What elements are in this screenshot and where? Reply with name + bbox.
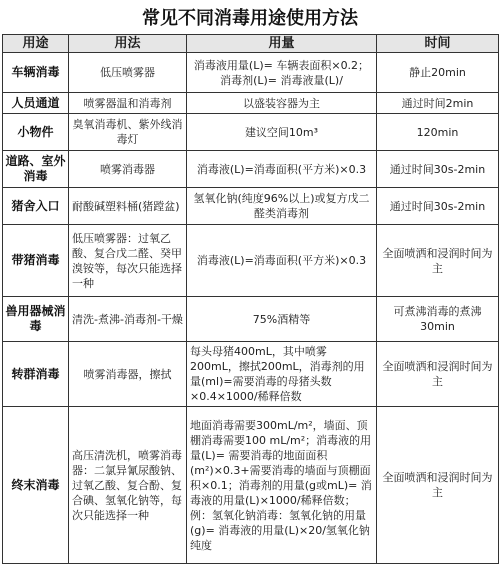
dosage-cell: 建议空间10m³ <box>187 114 377 151</box>
method-cell: 喷雾消毒器 <box>69 151 187 188</box>
dosage-cell: 消毒液(L)=消毒面积(平方米)×0.3 <box>187 225 377 297</box>
table-row <box>3 53 499 93</box>
table-header-row <box>3 35 499 53</box>
use-cell: 车辆消毒 <box>3 53 69 93</box>
time-cell: 静止20min <box>377 53 499 93</box>
header-use: 用途 <box>3 35 69 53</box>
table-row <box>3 151 499 188</box>
use-cell: 道路、室外消毒 <box>3 151 69 188</box>
table-row <box>3 114 499 151</box>
table-row <box>3 93 499 114</box>
dosage-cell: 地面消毒需要300mL/m²，墙面、顶棚消毒需要100 mL/m²；消毒液的用量(L)= 需要消毒的地面面积(m²)×0.3+需要消毒的墙面与顶棚面积×0.1；消毒剂的用量(g或mL)= 消毒液的用量(L)×1000/稀释倍数；例：氢氧化钠消毒：氢氧化钠的用量(g)= 消毒液的用量(L)×20/氢氧化钠纯度 <box>187 407 377 564</box>
table-row <box>3 297 499 342</box>
table-row <box>3 407 499 564</box>
use-cell: 转群消毒 <box>3 342 69 407</box>
use-cell: 小物件 <box>3 114 69 151</box>
method-cell: 喷雾消毒器，擦拭 <box>69 342 187 407</box>
table-row <box>3 342 499 407</box>
document-title: 常见不同消毒用途使用方法 <box>142 8 358 29</box>
header-method: 用法 <box>69 35 187 53</box>
use-cell: 人员通道 <box>3 93 69 114</box>
time-cell: 120min <box>377 114 499 151</box>
dosage-cell: 以盛装容器为主 <box>187 93 377 114</box>
dosage-cell: 氢氧化钠(纯度96%以上)或复方戊二醛类消毒剂 <box>187 188 377 225</box>
method-cell: 低压喷雾器：过氧乙酸、复合戊二醛、癸甲溴铵等，每次只能选择一种 <box>69 225 187 297</box>
header-dosage: 用量 <box>187 35 377 53</box>
method-cell: 耐酸碱塑料桶(猪蹚盆) <box>69 188 187 225</box>
time-cell: 通过时间30s-2min <box>377 151 499 188</box>
time-cell: 全面喷洒和浸润时间为主 <box>377 407 499 564</box>
use-cell: 兽用器械消毒 <box>3 297 69 342</box>
method-cell: 喷雾器温和消毒剂 <box>69 93 187 114</box>
dosage-cell: 消毒液(L)=消毒面积(平方米)×0.3 <box>187 151 377 188</box>
time-cell: 通过时间2min <box>377 93 499 114</box>
method-cell: 高压清洗机，喷雾消毒器：二氯异氰尿酸钠、过氧乙酸、复合酚、复合碘、氢氧化钠等，每次只能选择一种 <box>69 407 187 564</box>
dosage-cell: 75%酒精等 <box>187 297 377 342</box>
use-cell: 终末消毒 <box>3 407 69 564</box>
disinfection-table <box>2 34 499 564</box>
time-cell: 全面喷洒和浸润时间为主 <box>377 342 499 407</box>
use-cell: 猪舍入口 <box>3 188 69 225</box>
method-cell: 清洗-煮沸-消毒剂-干燥 <box>69 297 187 342</box>
time-cell: 可煮沸消毒的煮沸30min <box>377 297 499 342</box>
time-cell: 全面喷洒和浸润时间为主 <box>377 225 499 297</box>
method-cell: 臭氧消毒机、紫外线消毒灯 <box>69 114 187 151</box>
dosage-cell: 消毒液用量(L)= 车辆表面积×0.2；消毒剂(L)= 消毒液量(L)/ <box>187 53 377 93</box>
header-time: 时间 <box>377 35 499 53</box>
time-cell: 通过时间30s-2min <box>377 188 499 225</box>
method-cell: 低压喷雾器 <box>69 53 187 93</box>
table-row <box>3 225 499 297</box>
dosage-cell: 每头母猪400mL，其中喷雾200mL，擦拭200mL，消毒剂的用量(ml)=需要消毒的母猪头数×0.4×1000/稀释倍数 <box>187 342 377 407</box>
use-cell: 带猪消毒 <box>3 225 69 297</box>
table-row <box>3 188 499 225</box>
